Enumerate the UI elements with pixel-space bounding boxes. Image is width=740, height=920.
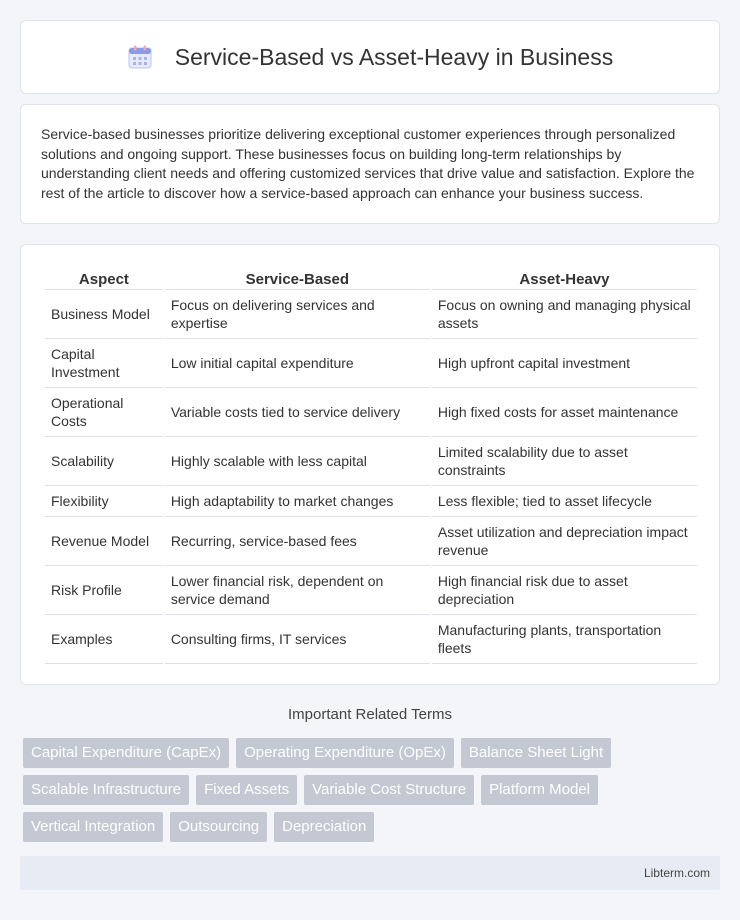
cell-service-based: Highly scalable with less capital: [165, 437, 430, 486]
table-row: [45, 437, 697, 486]
cell-aspect: Business Model: [45, 290, 163, 339]
table-row: [45, 388, 697, 437]
table-header-row: [45, 265, 697, 290]
footer: [20, 856, 720, 890]
cell-asset-heavy: Manufacturing plants, transportation fleets: [432, 615, 697, 664]
related-terms-heading: Important Related Terms: [288, 706, 452, 723]
cell-asset-heavy: Less flexible; tied to asset lifecycle: [432, 486, 697, 517]
comparison-table: [43, 265, 699, 664]
cell-service-based: Recurring, service-based fees: [165, 517, 430, 566]
tag-capex[interactable]: Capital Expenditure (CapEx): [23, 738, 229, 768]
footer-brand-link[interactable]: Libterm.com: [643, 866, 710, 880]
page-title: Service-Based vs Asset-Heavy in Business: [174, 43, 614, 70]
related-terms-tags: [23, 738, 723, 842]
cell-service-based: High adaptability to market changes: [165, 486, 430, 517]
cell-aspect: Operational Costs: [45, 388, 163, 437]
cell-asset-heavy: Limited scalability due to asset constraints: [432, 437, 697, 486]
table-row: [45, 566, 697, 615]
cell-asset-heavy: High fixed costs for asset maintenance: [432, 388, 697, 437]
tag-scalable-infrastructure[interactable]: Scalable Infrastructure: [23, 775, 189, 805]
header-asset-heavy: Asset-Heavy: [432, 265, 697, 290]
cell-service-based: Focus on delivering services and expertise: [165, 290, 430, 339]
table-row: [45, 290, 697, 339]
cell-service-based: Lower financial risk, dependent on service demand: [165, 566, 430, 615]
comparison-table-card: [20, 244, 720, 685]
cell-aspect: Capital Investment: [45, 339, 163, 388]
cell-service-based: Variable costs tied to service delivery: [165, 388, 430, 437]
cell-asset-heavy: Asset utilization and depreciation impact revenue: [432, 517, 697, 566]
table-row: [45, 339, 697, 388]
tag-outsourcing[interactable]: Outsourcing: [170, 812, 267, 842]
table-row: [45, 486, 697, 517]
tag-variable-cost-structure[interactable]: Variable Cost Structure: [304, 775, 474, 805]
calendar-icon: [127, 44, 153, 70]
tag-opex[interactable]: Operating Expenditure (OpEx): [236, 738, 454, 768]
tag-platform-model[interactable]: Platform Model: [481, 775, 598, 805]
header-aspect: Aspect: [45, 265, 163, 290]
cell-aspect: Examples: [45, 615, 163, 664]
tag-vertical-integration[interactable]: Vertical Integration: [23, 812, 163, 842]
tag-depreciation[interactable]: Depreciation: [274, 812, 374, 842]
table-row: [45, 517, 697, 566]
cell-service-based: Consulting firms, IT services: [165, 615, 430, 664]
cell-aspect: Flexibility: [45, 486, 163, 517]
intro-paragraph: Service-based businesses prioritize delivering exceptional customer experiences through personalized solutions and ongoing support. These businesses focus on building long-term relationships by understanding client needs and offering customized services that drive value and satisfaction. Explore the rest of the article to discover how a service-based approach can enhance your business success.: [41, 126, 695, 201]
cell-aspect: Risk Profile: [45, 566, 163, 615]
tag-fixed-assets[interactable]: Fixed Assets: [196, 775, 297, 805]
table-row: [45, 615, 697, 664]
cell-service-based: Low initial capital expenditure: [165, 339, 430, 388]
header-service-based: Service-Based: [165, 265, 430, 290]
intro-card: [20, 104, 720, 224]
tag-balance-sheet-light[interactable]: Balance Sheet Light: [461, 738, 611, 768]
cell-asset-heavy: High upfront capital investment: [432, 339, 697, 388]
cell-aspect: Revenue Model: [45, 517, 163, 566]
title-card: [20, 20, 720, 94]
cell-asset-heavy: Focus on owning and managing physical assets: [432, 290, 697, 339]
cell-asset-heavy: High financial risk due to asset depreciation: [432, 566, 697, 615]
cell-aspect: Scalability: [45, 437, 163, 486]
